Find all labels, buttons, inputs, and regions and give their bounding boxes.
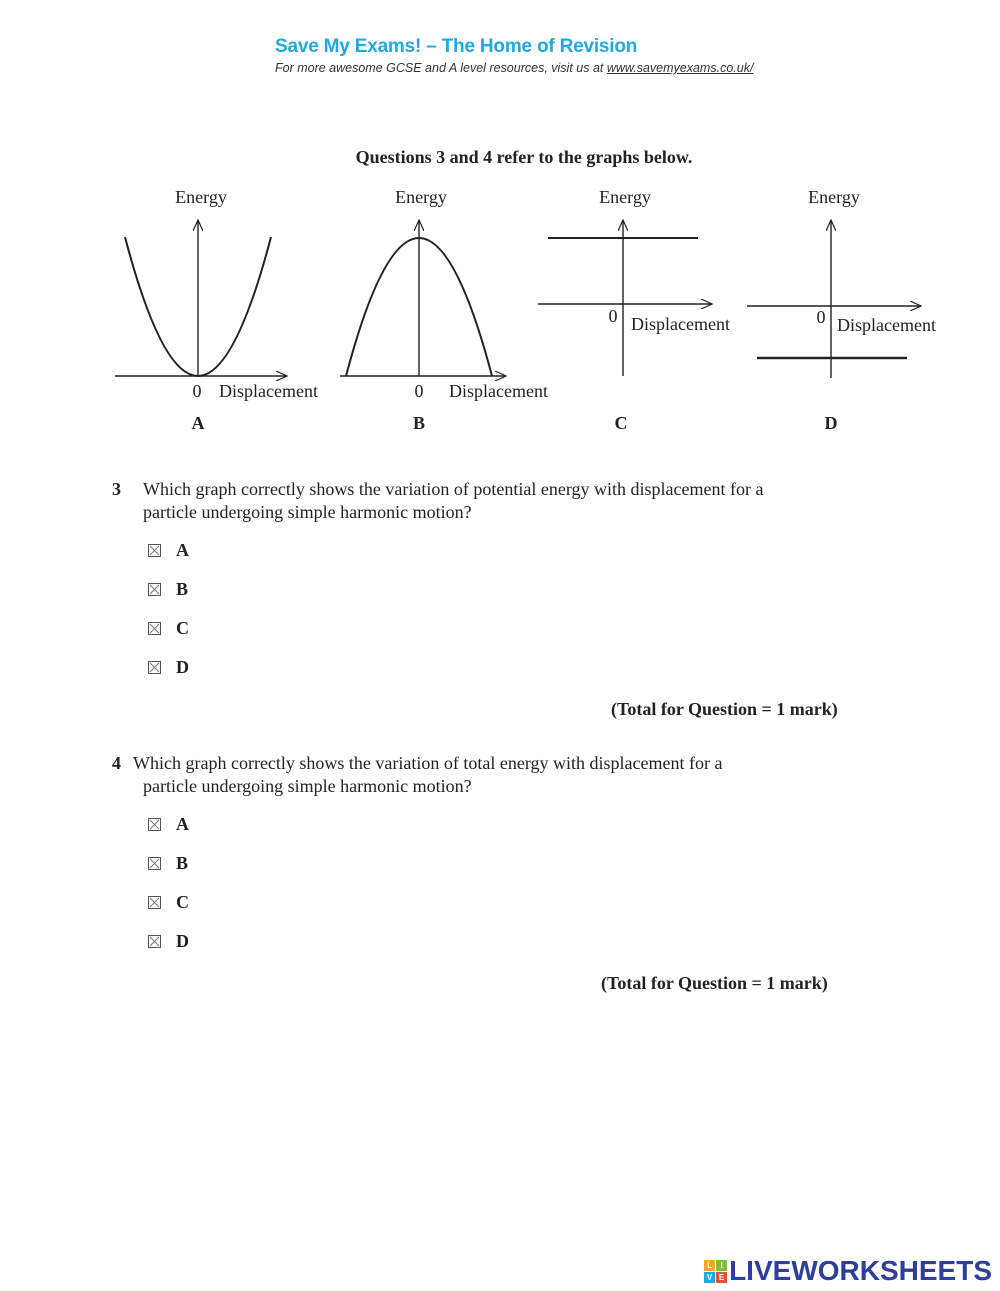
graph-c-origin: 0 [608,306,618,326]
graph-b-origin: 0 [414,381,424,401]
checkbox-icon[interactable] [148,818,161,831]
option-label: A [176,539,189,560]
question-3-line-2: particle undergoing simple harmonic motion? [143,502,472,522]
mark-letter-v: V [704,1272,715,1283]
mark-letter-l: L [704,1260,715,1271]
graph-a-x-label: Displacement [219,381,318,401]
graph-d-x-label: Displacement [837,315,936,335]
question-3-line-1: Which graph correctly shows the variation of potential energy with displacement for a [143,479,764,499]
question-4-line-1: Which graph correctly shows the variation of total energy with displacement for a [133,753,723,773]
checkbox-icon[interactable] [148,544,161,557]
site-subtitle [275,61,753,75]
graph-c-x-label: Displacement [631,314,730,334]
question-3-total: (Total for Question = 1 mark) [611,699,838,719]
graph-a-origin: 0 [192,381,202,401]
graph-b-x-label: Displacement [449,381,548,401]
checkbox-icon[interactable] [148,622,161,635]
question-4-line-2: particle undergoing simple harmonic motion? [143,776,472,796]
checkbox-icon[interactable] [148,935,161,948]
mark-letter-e: E [716,1272,727,1283]
question-3-option-c[interactable] [148,617,189,639]
energy-graphs [0,180,1000,450]
option-label: B [176,852,189,873]
question-4-text [133,752,722,798]
question-3-text [143,478,763,524]
graph-b-y-label: Energy [395,187,447,207]
question-3-option-a[interactable] [148,539,189,561]
graph-b-letter: B [412,413,426,433]
question-3-option-d[interactable] [148,656,189,678]
liveworksheets-text: LIVEWORKSHEETS [729,1255,992,1286]
option-label: C [176,617,189,638]
checkbox-icon[interactable] [148,857,161,870]
checkbox-icon[interactable] [148,661,161,674]
question-4-option-a[interactable] [148,813,189,835]
checkbox-icon[interactable] [148,896,161,909]
liveworksheets-mark-icon [704,1260,727,1283]
site-title: Save My Exams! – The Home of Revision [275,36,638,57]
graph-d-origin: 0 [816,307,826,327]
mark-letter-i: I [716,1260,727,1271]
graphs-intro: Questions 3 and 4 refer to the graphs below. [355,147,693,167]
question-4-total: (Total for Question = 1 mark) [601,973,828,993]
graph-c [538,187,730,433]
option-label: A [176,813,189,834]
option-label: D [176,930,189,951]
graph-d-letter: D [824,413,838,433]
option-label: D [176,656,189,677]
graph-a-letter: A [191,413,205,433]
question-4-number: 4 [112,753,121,773]
graph-a-y-label: Energy [175,187,227,207]
option-label: C [176,891,189,912]
graph-c-y-label: Energy [599,187,651,207]
liveworksheets-logo [704,1255,992,1287]
checkbox-icon[interactable] [148,583,161,596]
option-label: B [176,578,189,599]
graph-d [747,187,936,433]
site-subtitle-text: For more awesome GCSE and A level resources, visit us at [275,61,607,75]
question-4-option-c[interactable] [148,891,189,913]
graph-b [340,187,548,433]
question-3-number: 3 [112,479,121,499]
graph-c-letter: C [614,413,628,433]
graph-a [115,187,318,433]
question-4-option-b[interactable] [148,852,188,874]
site-link[interactable]: www.savemyexams.co.uk/ [606,61,754,75]
question-3-option-b[interactable] [148,578,188,600]
question-4-option-d[interactable] [148,930,189,952]
graph-d-y-label: Energy [808,187,860,207]
